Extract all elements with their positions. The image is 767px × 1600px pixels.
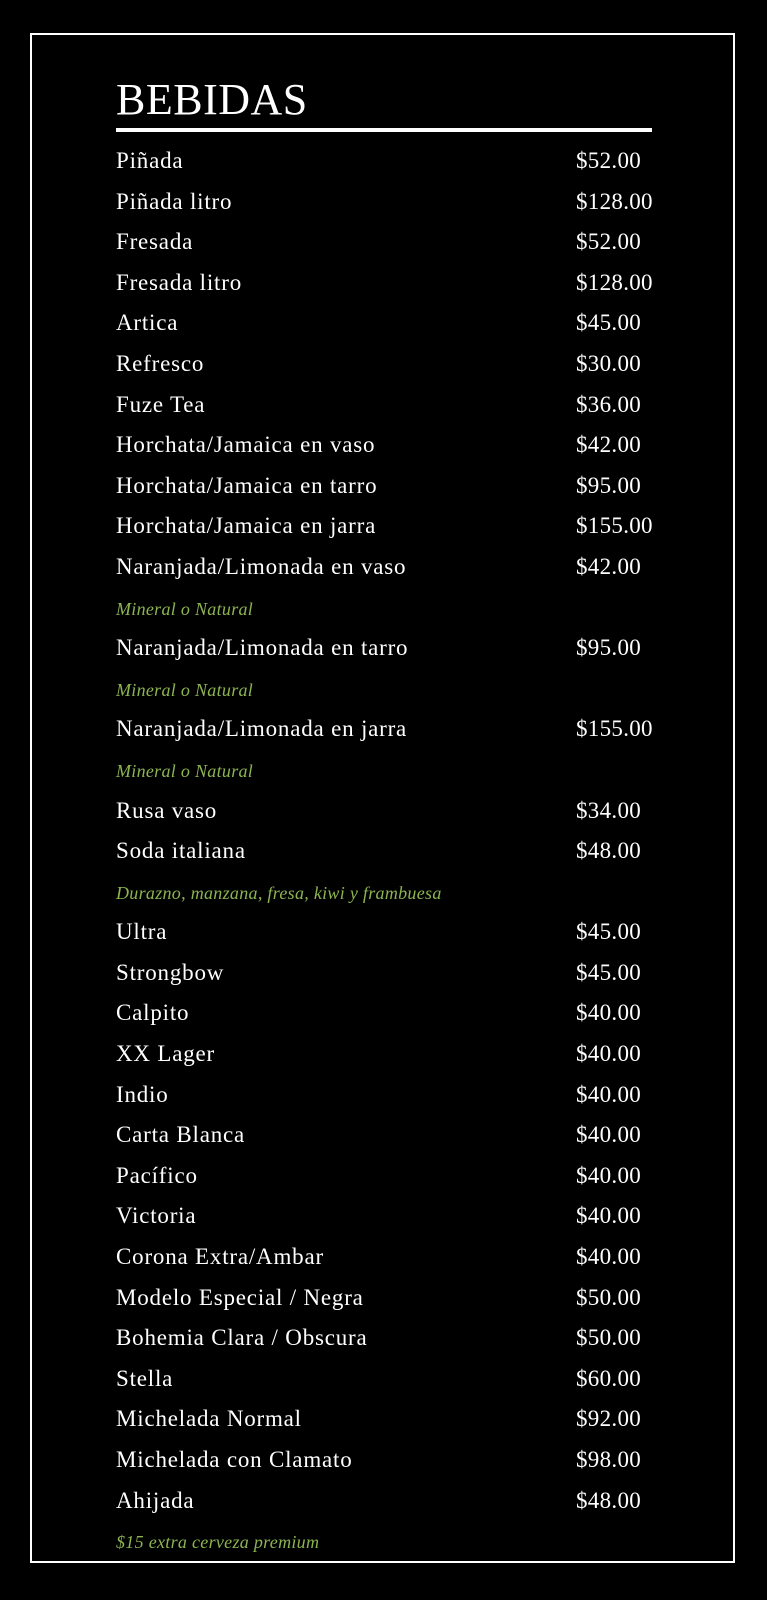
menu-item-note: Mineral o Natural — [116, 598, 254, 619]
menu-item-name: Fresada litro — [116, 269, 243, 295]
menu-item-name: Horchata/Jamaica en jarra — [116, 513, 377, 539]
menu-item-name: Calpito — [116, 1000, 190, 1026]
menu-item-name: XX Lager — [116, 1041, 215, 1067]
menu-item — [116, 1361, 676, 1402]
menu-item-price: $40.00 — [576, 1122, 642, 1148]
menu-item-name: Corona Extra/Ambar — [116, 1244, 324, 1270]
menu-note-row — [116, 1523, 676, 1564]
menu-item-name: Piñada litro — [116, 188, 233, 214]
menu-item-name: Horchata/Jamaica en tarro — [116, 472, 378, 498]
menu-item-name: Rusa vaso — [116, 797, 218, 823]
menu-item — [116, 995, 676, 1036]
menu-item-price: $36.00 — [576, 391, 642, 417]
menu-item-name: Piñada — [116, 148, 184, 173]
menu-item — [116, 346, 676, 387]
menu-item-name: Fresada — [116, 229, 194, 255]
menu-item-price: $40.00 — [576, 1244, 642, 1270]
menu-item-price: $128.00 — [576, 188, 653, 214]
menu-item — [116, 143, 676, 184]
menu-note-row — [116, 671, 676, 712]
menu-item — [116, 549, 676, 590]
menu-item-name: Naranjada/Limonada en vaso — [116, 553, 407, 579]
menu-item-price: $40.00 — [576, 1203, 642, 1229]
menu-item-price: $155.00 — [576, 513, 653, 539]
menu-item — [116, 1036, 676, 1077]
menu-item — [116, 1158, 676, 1199]
menu-item-price: $52.00 — [576, 229, 642, 255]
menu-item-name: Victoria — [116, 1203, 197, 1229]
menu-item-name: Fuze Tea — [116, 391, 206, 417]
menu-item-price: $60.00 — [576, 1365, 642, 1391]
menu-item-note: Mineral o Natural — [116, 760, 254, 781]
menu-item-price: $30.00 — [576, 350, 642, 376]
menu-item-name: Refresco — [116, 350, 205, 376]
menu-item — [116, 833, 676, 874]
menu-item — [116, 1117, 676, 1158]
menu-item — [116, 508, 676, 549]
menu-item-name: Ultra — [116, 919, 168, 945]
menu-item-note: Mineral o Natural — [116, 679, 254, 700]
menu-item-price: $98.00 — [576, 1447, 642, 1472]
menu-item-name: Stella — [116, 1365, 174, 1391]
menu-item-name: Naranjada/Limonada en jarra — [116, 716, 408, 742]
menu-item-name: Naranjada/Limonada en tarro — [116, 635, 409, 661]
menu-item-price: $42.00 — [576, 553, 642, 579]
menu-item — [116, 1442, 676, 1483]
menu-item — [116, 793, 676, 834]
menu-item — [116, 1239, 676, 1280]
menu-item-price: $40.00 — [576, 1081, 642, 1107]
menu-item-name: Soda italiana — [116, 838, 246, 864]
menu-item-price: $50.00 — [576, 1284, 642, 1310]
menu-item-price: $45.00 — [576, 310, 642, 336]
menu-item — [116, 224, 676, 265]
menu-note-row — [116, 874, 676, 915]
menu-item-price: $48.00 — [576, 1487, 642, 1513]
menu-item — [116, 468, 676, 509]
menu-item — [116, 1401, 676, 1442]
menu-item-price: $128.00 — [576, 269, 653, 295]
menu-item-name: Michelada Normal — [116, 1406, 302, 1432]
menu-note-row — [116, 590, 676, 631]
menu-item — [116, 1280, 676, 1321]
menu-item-price: $48.00 — [576, 838, 642, 864]
menu-item-name: Carta Blanca — [116, 1122, 246, 1148]
menu-item-name: Michelada con Clamato — [116, 1447, 353, 1472]
menu-item-price: $52.00 — [576, 148, 642, 173]
menu-item-price: $50.00 — [576, 1325, 642, 1351]
menu-item — [116, 305, 676, 346]
menu-item — [116, 955, 676, 996]
menu-item-name: Pacífico — [116, 1162, 198, 1188]
menu-item — [116, 427, 676, 468]
menu-item — [116, 184, 676, 225]
menu-item-name: Horchata/Jamaica en vaso — [116, 432, 376, 458]
title-underline — [116, 128, 652, 132]
menu-item-price: $95.00 — [576, 472, 642, 498]
menu-item-price: $42.00 — [576, 432, 642, 458]
menu-item — [116, 1077, 676, 1118]
menu-item-price: $40.00 — [576, 1041, 642, 1067]
menu-item-name: Bohemia Clara / Obscura — [116, 1325, 368, 1351]
menu-item-price: $34.00 — [576, 797, 642, 823]
menu-item-price: $155.00 — [576, 716, 653, 742]
menu-item — [116, 711, 676, 752]
menu-item-name: Indio — [116, 1081, 169, 1107]
menu-item — [116, 265, 676, 306]
menu-item-price: $40.00 — [576, 1000, 642, 1026]
menu-item-note: $15 extra cerveza premium — [116, 1532, 320, 1553]
menu-item-name: Ahijada — [116, 1487, 195, 1513]
menu-list — [116, 143, 676, 1564]
menu-item — [116, 387, 676, 428]
menu-item — [116, 1320, 676, 1361]
menu-item-price: $45.00 — [576, 959, 642, 985]
menu-item-price: $40.00 — [576, 1162, 642, 1188]
menu-item-name: Strongbow — [116, 959, 225, 985]
menu-item-price: $95.00 — [576, 635, 642, 661]
page-title: BEBIDAS — [116, 75, 308, 124]
menu-note-row — [116, 752, 676, 793]
menu-item-name: Artica — [116, 310, 179, 336]
menu-item-price: $92.00 — [576, 1406, 642, 1432]
menu-item — [116, 1198, 676, 1239]
menu-item-note: Durazno, manzana, fresa, kiwi y frambuesa — [116, 882, 442, 903]
menu-item — [116, 1483, 676, 1524]
menu-item — [116, 630, 676, 671]
menu-item — [116, 914, 676, 955]
menu-item-price: $45.00 — [576, 919, 642, 945]
menu-item-name: Modelo Especial / Negra — [116, 1284, 364, 1310]
